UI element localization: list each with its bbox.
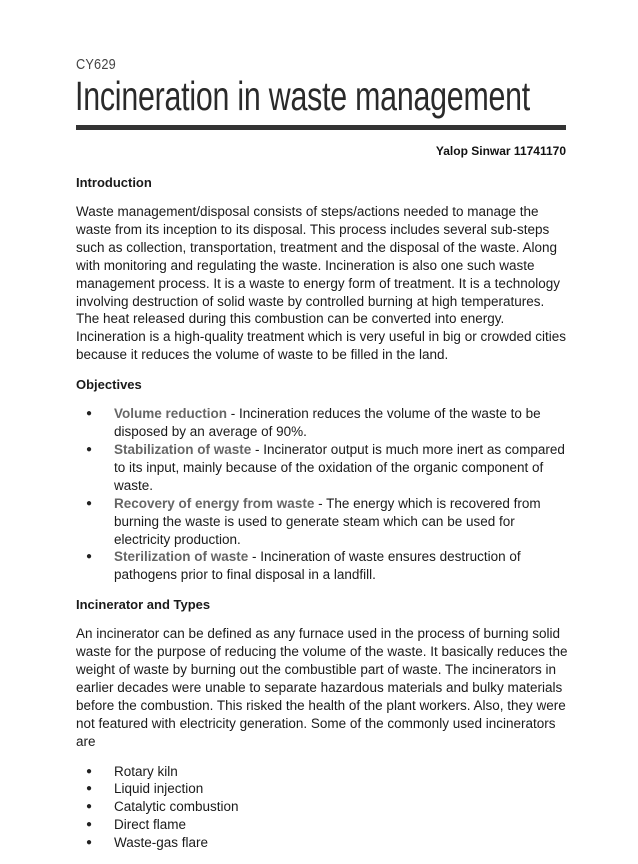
objective-item <box>76 495 568 549</box>
incinerator-types-paragraph: An incinerator can be defined as any furnace used in the process of burning solid waste for the purpose of reducing the volume of the waste. It basically reduces the weight of waste by burning out the combustible part of waste. The incinerators in earlier decades were unable to separate hazardous materials and bulky materials before the combustion. This risked the health of the plant workers. Also, they were not featured with electricity generation. Some of the commonly used incinerators are <box>76 626 568 749</box>
objective-item <box>76 548 568 584</box>
objective-text: - The energy which is recovered from burning the waste is used to generate steam which can be used for electricity production. <box>114 495 541 547</box>
introduction-heading: Introduction <box>76 175 152 190</box>
incinerator-types-list <box>76 763 568 853</box>
author-line: Yalop Sinwar 11741170 <box>435 144 566 158</box>
objective-term: Volume reduction <box>114 406 228 422</box>
incinerator-types-heading: Incinerator and Types <box>76 597 211 613</box>
objective-term: Stabilization of waste <box>114 441 252 457</box>
incinerator-type-item: ● Catalytic combustion <box>76 798 568 816</box>
incinerator-type-item: ● Liquid injection <box>76 780 568 798</box>
objectives-heading: Objectives <box>76 377 142 393</box>
objective-item <box>76 405 568 441</box>
objective-text: - Incineration of waste ensures destruction of pathogens prior to final disposal in a landfill. <box>114 549 521 583</box>
document-body <box>76 174 568 864</box>
objectives-list <box>76 405 568 584</box>
objective-text: - Incineration reduces the volume of the waste to be disposed by an average of 90%. <box>114 406 541 440</box>
incinerator-type-item: ● Rotary kiln <box>76 763 568 781</box>
page-title: Incineration in waste management <box>75 73 531 119</box>
objective-term: Sterilization of waste <box>114 549 249 565</box>
incinerator-type-item: ● Waste-gas flare <box>76 834 568 852</box>
objective-text: - Incinerator output is much more inert as compared to its input, mainly because of the oxidation of the organic component of waste. <box>114 441 565 493</box>
objective-term: Recovery of energy from waste <box>114 495 315 511</box>
title-divider <box>76 125 566 130</box>
incinerator-type-item: ● Direct flame <box>76 816 568 834</box>
course-code: CY629 <box>76 56 116 73</box>
objective-item <box>76 441 568 495</box>
introduction-paragraph: Waste management/disposal consists of steps/actions needed to manage the waste from its inception to its disposal. This process includes several sub-steps such as collection, transportation, treatment and the disposal of the waste. Along with monitoring and regulating the waste. Incineration is also one such waste management process. It is a waste to energy form of treatment. It is a technology involving destruction of solid waste by controlled burning at high temperatures. The heat released during this combustion can be converted into energy. Incineration is a high-quality treatment which is very useful in big or crowded cities because it reduces the volume of waste to be filled in the land. <box>76 204 566 363</box>
